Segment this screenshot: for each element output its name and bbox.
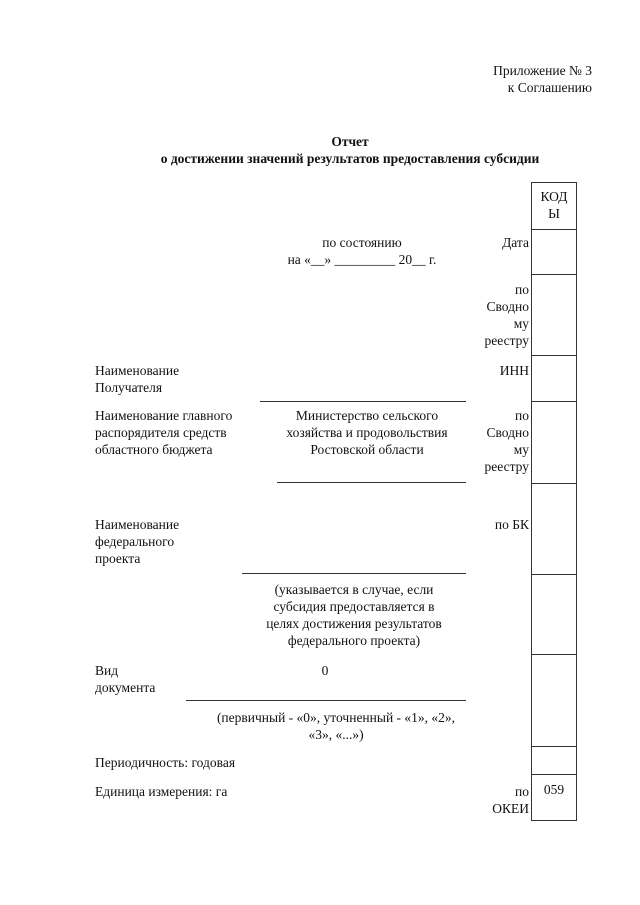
manager-label-line-3: областного бюджета: [95, 442, 213, 457]
bk-code-cell[interactable]: [531, 483, 577, 574]
bk-label: по БК: [494, 517, 529, 532]
federal-project-hint: [242, 581, 466, 649]
registry-label-1-line-4: реестру: [484, 333, 529, 348]
codes-header-cell: [531, 182, 577, 229]
registry-label-2-line-4: реестру: [484, 459, 529, 474]
okei-code-value: 059: [543, 782, 565, 797]
okei-code-cell[interactable]: [531, 774, 577, 821]
recipient-label: [95, 362, 179, 396]
manager-value-line-2: хозяйства и продовольствия: [286, 425, 448, 440]
federal-project-field-line[interactable]: [242, 573, 466, 574]
registry-label-2: [470, 407, 529, 475]
registry-label-1-line-1: по: [515, 282, 529, 297]
inn-label: ИНН: [499, 363, 529, 378]
federal-project-hint-line-2: субсидия предоставляется в: [273, 599, 435, 614]
federal-project-label-line-2: федерального: [95, 534, 175, 549]
date-code-cell[interactable]: [531, 229, 577, 274]
federal-project-hint-line-3: целях достижения результатов: [266, 616, 442, 631]
registry-label-1-line-2: Сводно: [486, 299, 529, 314]
recipient-label-line-1: Наименование: [95, 363, 180, 378]
registry-code-cell-2[interactable]: [531, 401, 577, 483]
federal-project-label-line-1: Наименование: [95, 517, 180, 532]
inn-code-cell[interactable]: [531, 355, 577, 401]
registry-code-cell-1[interactable]: [531, 274, 577, 355]
okei-label: [470, 783, 529, 817]
federal-project-code-cell[interactable]: [531, 574, 577, 654]
unit-label: Единица измерения: га: [95, 784, 228, 799]
federal-project-label-line-3: проекта: [95, 551, 141, 566]
report-title-line-2: о достижении значений результатов предоставления субсидии: [160, 151, 540, 166]
federal-project-label: [95, 516, 179, 567]
recipient-label-line-2: Получателя: [95, 380, 163, 395]
doc-type-label-line-1: Вид: [95, 663, 119, 678]
report-title-line-1: Отчет: [331, 134, 369, 149]
manager-label-line-1: Наименование главного: [95, 408, 233, 423]
appendix-line-1: Приложение № 3: [493, 63, 592, 78]
codes-header-line-1: КОД: [540, 189, 568, 204]
report-title: [60, 133, 640, 167]
codes-header-line-2: Ы: [548, 206, 560, 221]
periodicity-label: Периодичность: годовая: [95, 755, 236, 770]
appendix-label: [392, 62, 592, 96]
manager-value: [262, 407, 472, 458]
date-label: Дата: [502, 235, 529, 250]
manager-label-line-2: распорядителя средств: [95, 425, 227, 440]
state-label: по состоянию: [322, 235, 402, 250]
doc-type-value[interactable]: 0: [321, 663, 329, 678]
manager-value-line-3: Ростовской области: [310, 442, 424, 457]
doc-type-hint-line-2: «3», «...»): [308, 727, 364, 742]
okei-label-line-1: по: [515, 784, 529, 799]
recipient-field-line[interactable]: [260, 401, 466, 402]
federal-project-hint-line-4: федерального проекта): [287, 633, 421, 648]
periodicity-code-cell[interactable]: [531, 746, 577, 774]
manager-label: [95, 407, 232, 458]
state-date: [262, 234, 462, 268]
doc-type-field-line[interactable]: [186, 700, 466, 701]
manager-value-line-1: Министерство сельского: [295, 408, 439, 423]
state-date-line[interactable]: на «__» _________ 20__ г.: [287, 252, 437, 267]
doc-type-hint-line-1: (первичный - «0», уточненный - «1», «2»,: [216, 710, 456, 725]
doc-type-code-cell[interactable]: [531, 654, 577, 746]
doc-type-hint: [186, 709, 486, 743]
registry-label-2-line-2: Сводно: [486, 425, 529, 440]
registry-label-2-line-1: по: [515, 408, 529, 423]
registry-label-1: [470, 281, 529, 349]
registry-label-2-line-3: му: [513, 442, 529, 457]
federal-project-hint-line-1: (указывается в случае, если: [274, 582, 434, 597]
registry-label-1-line-3: му: [513, 316, 529, 331]
doc-type-label: [95, 662, 155, 696]
appendix-line-2: к Соглашению: [507, 80, 592, 95]
okei-label-line-2: ОКЕИ: [492, 801, 529, 816]
manager-field-line[interactable]: [277, 482, 466, 483]
doc-type-label-line-2: документа: [95, 680, 156, 695]
